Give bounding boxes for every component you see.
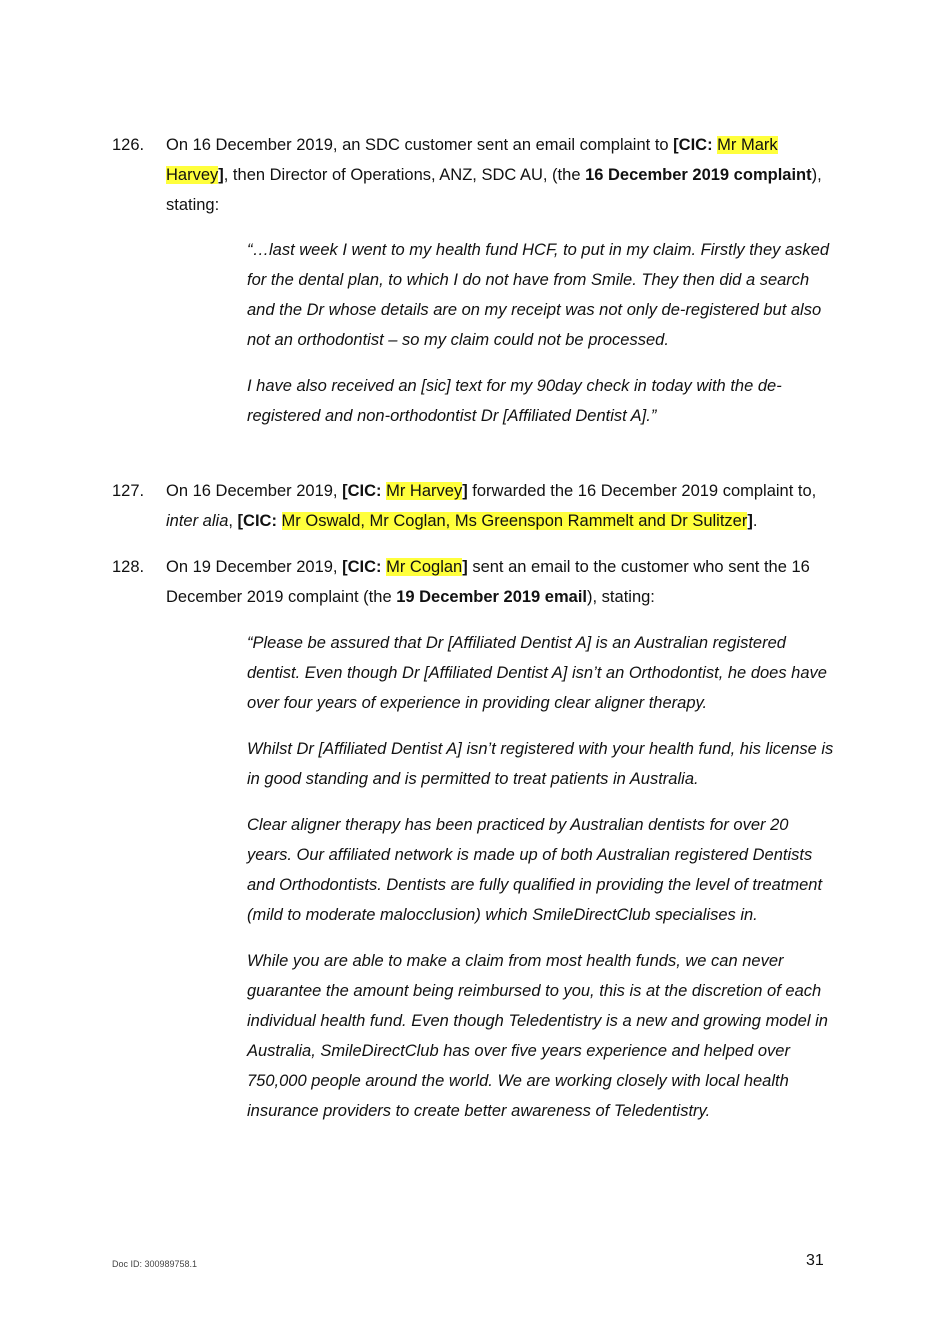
defined-term: 19 December 2019 email [396, 588, 588, 606]
cic-marker: [CIC: [342, 482, 387, 500]
block-quote-128 [247, 628, 837, 1142]
latin-phrase: inter alia [166, 512, 229, 530]
highlighted-name: Mr Harvey [386, 482, 463, 500]
block-quote-126 [247, 235, 837, 447]
document-id: Doc ID: 300989758.1 [112, 1259, 198, 1269]
defined-term: 16 December 2019 complaint [585, 166, 812, 184]
paragraph-body: On 16 December 2019, an SDC customer sent an email complaint to [CIC: Mr Mark Harvey], then Director of Operations, ANZ, SDC AU, (the 16 December 2019 complaint), stating: [166, 136, 822, 214]
quote-paragraph: While you are able to make a claim from most health funds, we can never guarantee the amount being reimbursed to you, this is at the discretion of each individual health fund. Even though Teledentistry is a new and growing model in Australia, SmileDirectClub has over five years experience and helped over 750,000 people around the world. We are working closely with local health insurance providers to create better awareness of Teledentistry. [247, 952, 828, 1120]
paragraph-number: 127. [112, 482, 145, 500]
quote-paragraph: Whilst Dr [Affiliated Dentist A] isn’t registered with your health fund, his license is in good standing and is permitted to treat patients in Australia. [247, 740, 834, 788]
cic-marker: [CIC: [237, 512, 282, 530]
highlighted-name: Mr Mark Harvey [166, 136, 778, 184]
highlighted-name: Mr Coglan [386, 558, 463, 576]
quote-paragraph: I have also received an [sic] text for my 90day check in today with the de-registered and non-orthodontist Dr [Affiliated Dentist A].” [247, 377, 782, 425]
paragraph-number: 126. [112, 136, 145, 154]
paragraph-body: On 19 December 2019, [CIC: Mr Coglan] sent an email to the customer who sent the 16 December 2019 complaint (the 19 December 2019 email), stating: [166, 558, 810, 606]
quote-paragraph: “Please be assured that Dr [Affiliated Dentist A] is an Australian registered dentist. Even though Dr [Affiliated Dentist A] isn’t an Orthodontist, he does have over four years of experience in providing clear aligner therapy. [247, 634, 827, 712]
cic-marker: [CIC: [673, 136, 718, 154]
paragraph-body: On 16 December 2019, [CIC: Mr Harvey] forwarded the 16 December 2019 complaint to, inter alia, [CIC: Mr Oswald, Mr Coglan, Ms Greenspon Rammelt and Dr Sulitzer]. [166, 482, 817, 530]
cic-marker: [CIC: [342, 558, 387, 576]
paragraph-number: 128. [112, 558, 145, 576]
highlighted-name: Mr Oswald, Mr Coglan, Ms Greenspon Rammelt and Dr Sulitzer [281, 512, 748, 530]
quote-paragraph: “…last week I went to my health fund HCF, to put in my claim. Firstly they asked for the dental plan, to which I do not have from Smile. They then did a search and the Dr whose details are on my receipt was not only de-registered but also not an orthodontist – so my claim could not be processed. [247, 241, 829, 349]
page-number: 31 [806, 1252, 824, 1269]
quote-paragraph: Clear aligner therapy has been practiced by Australian dentists for over 20 years. Our affiliated network is made up of both Australian registered Dentists and Orthodontists. Dentists are fully qualified in providing the level of treatment (mild to moderate malocclusion) which SmileDirectClub specialises in. [247, 816, 823, 924]
